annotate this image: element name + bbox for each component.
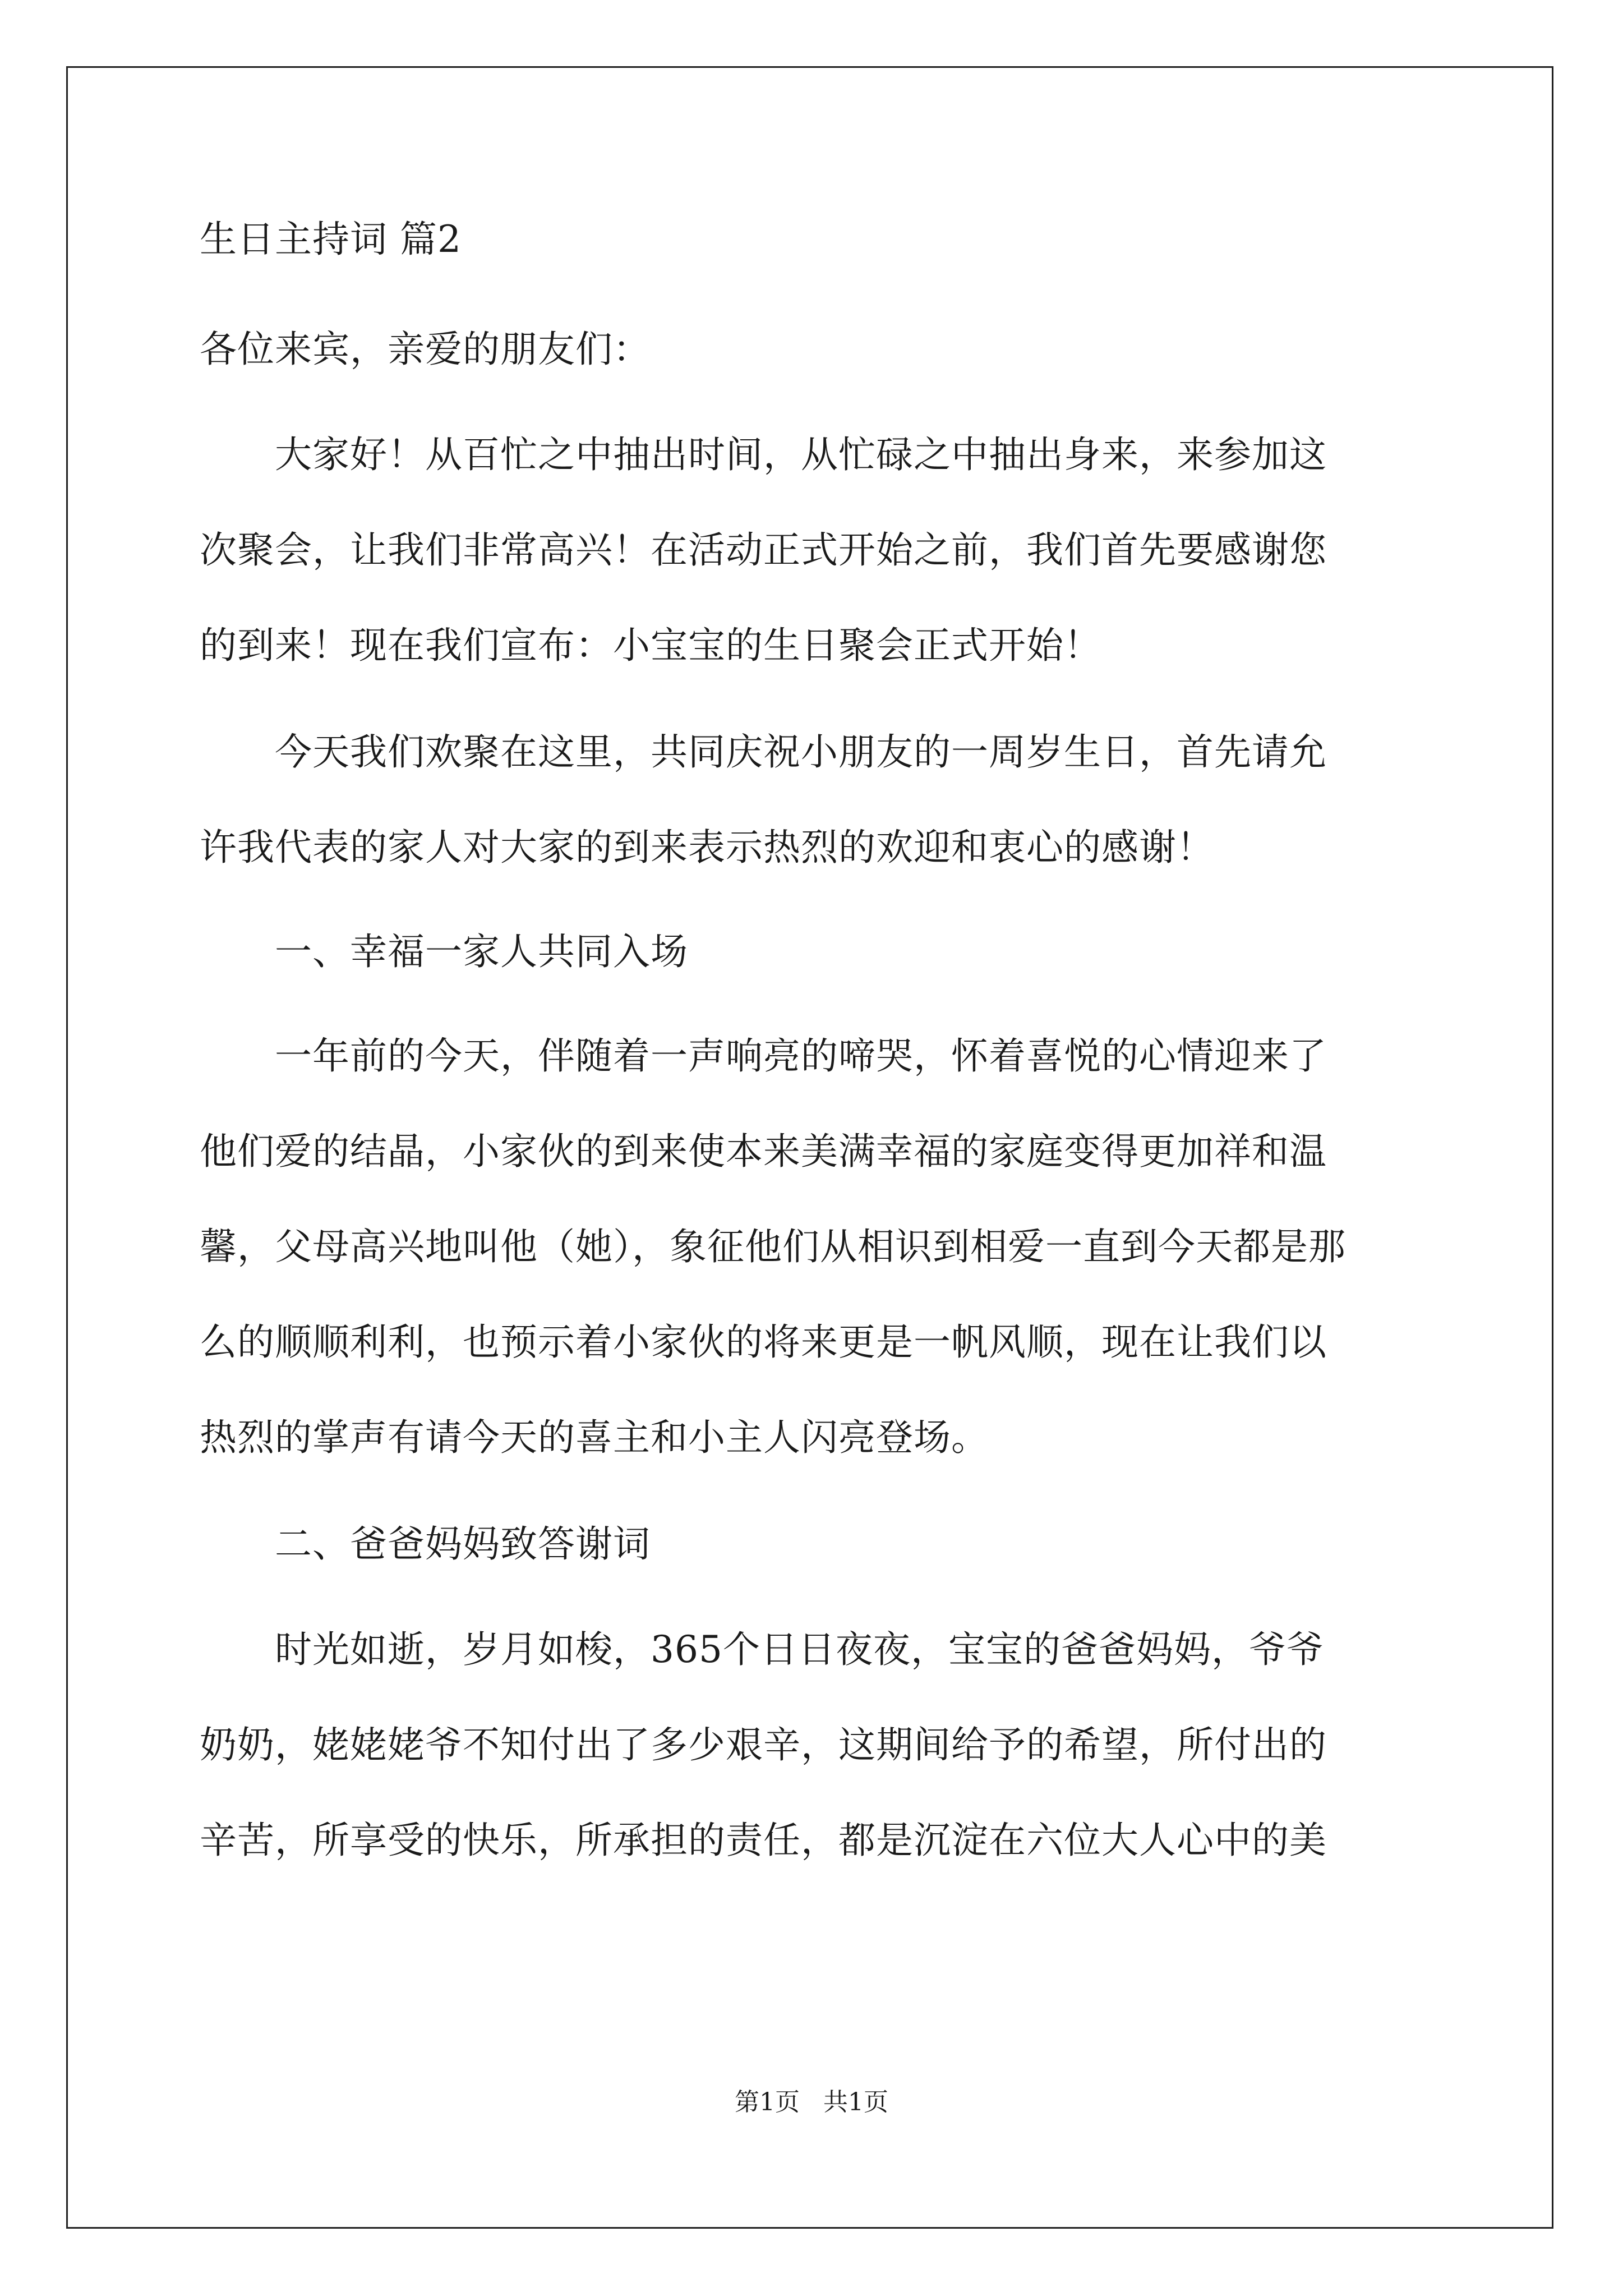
body-line: 么的顺顺利利，也预示着小家伙的将来更是一帆风顺，现在让我们以 [200,1320,1327,1364]
body-line: 辛苦，所享受的快乐，所承担的责任，都是沉淀在六位大人心中的美 [200,1819,1327,1862]
document-title: 生日主持词 篇2 [200,218,462,261]
body-line: 他们爱的结晶，小家伙的到来使本来美满幸福的家庭变得更加祥和温 [200,1130,1327,1173]
body-line: 的到来！现在我们宣布：小宝宝的生日聚会正式开始！ [200,624,1101,667]
body-line: 馨，父母高兴地叫他（她），象征他们从相识到相爱一直到今天都是那 [200,1225,1346,1268]
footer-gap [800,2088,823,2116]
page-total: 共1页 [823,2088,888,2116]
body-line: 次聚会，让我们非常高兴！在活动正式开始之前，我们首先要感谢您 [200,528,1327,572]
body-line: 奶奶，姥姥姥爷不知付出了多少艰辛，这期间给予的希望，所付出的 [200,1723,1327,1766]
body-line: 大家好！从百忙之中抽出时间，从忙碌之中抽出身来，来参加这 [200,433,1327,476]
body-line: 热烈的掌声有请今天的喜主和小主人闪亮登场。 [200,1416,989,1459]
body-line: 一、幸福一家人共同入场 [200,930,688,973]
body-line: 许我代表的家人对大家的到来表示热烈的欢迎和衷心的感谢！ [200,826,1214,869]
body-line: 二、爸爸妈妈致答谢词 [200,1522,651,1566]
body-line: 各位来宾，亲爱的朋友们： [200,328,651,371]
body-line: 时光如逝，岁月如梭，365个日日夜夜，宝宝的爸爸妈妈，爷爷 [200,1628,1324,1671]
body-line: 今天我们欢聚在这里，共同庆祝小朋友的一周岁生日，首先请允 [200,730,1327,774]
body-line: 一年前的今天，伴随着一声响亮的啼哭，怀着喜悦的心情迎来了 [200,1034,1327,1078]
page-footer [0,2090,1623,2115]
page-number: 第1页 [735,2088,800,2116]
